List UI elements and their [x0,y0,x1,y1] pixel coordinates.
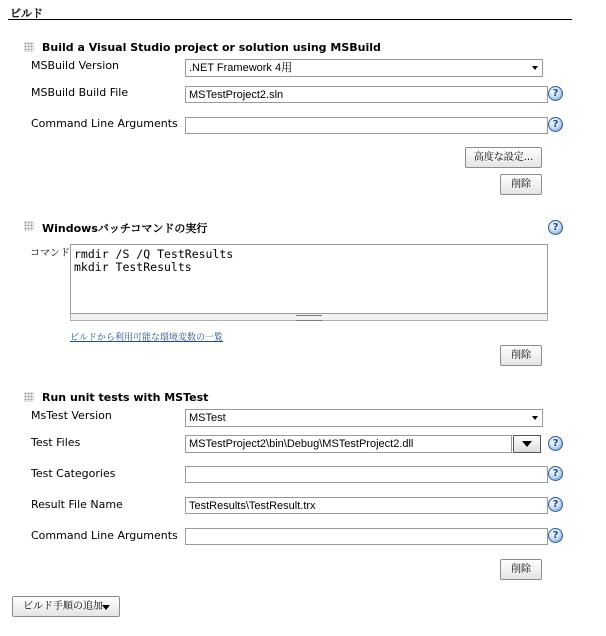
grip-lines-icon [296,315,322,321]
mstest-title: Run unit tests with MSTest [42,391,209,404]
test-categories-input[interactable] [185,466,548,483]
env-vars-link[interactable]: ビルドから利用可能な環境変数の一覧 [70,333,224,343]
section-title: ビルド [10,7,43,20]
batch-title: Windowsバッチコマンドの実行 [42,222,208,235]
help-icon[interactable]: ? [548,117,563,132]
msbuild-args-input[interactable] [185,117,548,134]
mstest-version-label: MsTest Version [31,409,112,422]
batch-command-label: コマンド [30,248,70,259]
add-build-step-label: ビルド手順の追加 [23,601,103,612]
delete-button[interactable]: 削除 [500,174,542,195]
test-files-label: Test Files [31,436,81,449]
triangle-down-icon [522,441,532,447]
delete-button[interactable]: 削除 [500,559,542,580]
mstest-args-input[interactable] [185,528,548,545]
drag-handle-icon[interactable] [24,392,34,402]
test-files-input[interactable]: MSTestProject2\bin\Debug\MSTestProject2.dll [185,435,512,453]
drag-handle-icon[interactable] [24,42,34,52]
msbuild-title: Build a Visual Studio project or solution using MSBuild [42,41,381,54]
help-icon[interactable]: ? [548,497,563,512]
advanced-button[interactable]: 高度な設定... [465,147,542,168]
msbuild-version-select[interactable] [185,59,543,77]
help-icon[interactable]: ? [548,528,563,543]
msbuild-build-file-input[interactable]: MSTestProject2.sln [185,86,548,103]
help-icon[interactable]: ? [548,436,563,451]
msbuild-version-value: .NET Framework 4用 [189,62,293,74]
mstest-args-label: Command Line Arguments [31,529,178,542]
test-categories-label: Test Categories [31,467,116,480]
msbuild-args-label: Command Line Arguments [31,117,178,130]
test-files-dropdown-button[interactable] [513,435,541,453]
chevron-down-icon [532,66,538,70]
chevron-down-icon [102,605,110,610]
mstest-version-value: MSTest [189,412,226,424]
section-divider [8,19,572,20]
delete-button[interactable]: 削除 [500,345,542,366]
result-file-input[interactable]: TestResults\TestResult.trx [185,497,548,514]
drag-handle-icon[interactable] [24,221,34,231]
chevron-down-icon [532,416,538,420]
msbuild-build-file-label: MSBuild Build File [31,86,129,99]
textarea-resize-handle[interactable] [70,314,548,321]
help-icon[interactable]: ? [548,466,563,481]
result-file-label: Result File Name [31,498,123,511]
help-icon[interactable]: ? [548,86,563,101]
msbuild-version-label: MSBuild Version [31,59,120,72]
mstest-version-select[interactable] [185,409,543,427]
help-icon[interactable]: ? [548,220,563,235]
add-build-step-button[interactable] [12,596,120,617]
batch-command-textarea[interactable]: rmdir /S /Q TestResults mkdir TestResults [70,244,548,314]
